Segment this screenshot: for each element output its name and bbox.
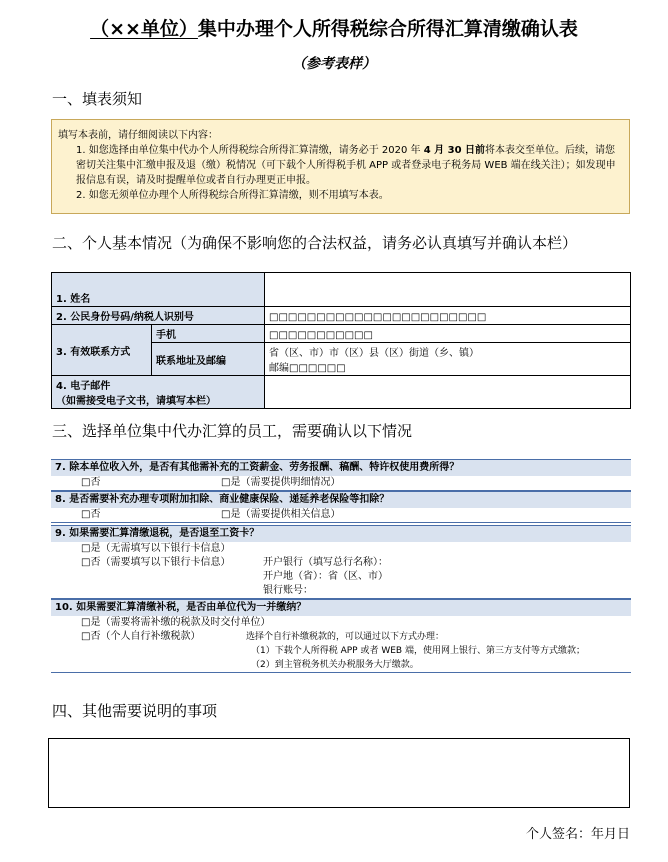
- personal-info-table: [51, 272, 631, 409]
- email-label: 4. 电子邮件 （如需接受电子文书，请填写本栏）: [52, 376, 265, 409]
- section3-heading: 三、选择单位集中代办汇算的员工，需要确认以下情况: [52, 422, 413, 440]
- notice-intro: 填写本表前，请仔细阅读以下内容：: [58, 130, 218, 141]
- title-unit: （××单位）: [90, 18, 198, 40]
- q9-account-field[interactable]: 银行账号：: [263, 585, 313, 596]
- q10-no-checkbox[interactable]: □否（个人自行补缴税款）: [81, 631, 201, 642]
- q8-yes-checkbox[interactable]: □是（需要提供相关信息）: [221, 509, 341, 520]
- name-label: 1. 姓名: [52, 273, 265, 307]
- q9-no-checkbox[interactable]: □否（需要填写以下银行卡信息）: [81, 557, 231, 568]
- section1-heading: 一、填表须知: [52, 90, 143, 108]
- address-field[interactable]: 省（区、市）市（区）县（区）街道（乡、镇） 邮编□□□□□□: [265, 343, 631, 376]
- q10-option-1: （1）下载个人所得税 APP 或者 WEB 端，使用网上银行、第三方支付等方式缴款；: [251, 646, 585, 656]
- question-8: 8. 是否需要补充办理专项附加扣除、商业健康保险、递延养老保险等扣除？ □否 □是（需要提供相关信息）: [51, 491, 631, 523]
- confirmation-grid: [51, 459, 631, 673]
- title-main: 集中办理个人所得税综合所得汇算清缴确认表: [197, 18, 578, 40]
- q8-no-checkbox[interactable]: □否: [81, 509, 101, 520]
- question-7: 7. 除本单位收入外，是否有其他需补充的工资薪金、劳务报酬、稿酬、特许权使用费所得？ □否 □是（需要提供明细情况）: [51, 459, 631, 491]
- q7-no-checkbox[interactable]: □否: [81, 477, 101, 488]
- section2-heading: 二、个人基本情况（为确保不影响您的合法权益，请务必认真填写并确认本栏）: [52, 234, 578, 252]
- contact-label: 3. 有效联系方式: [52, 325, 152, 376]
- signature-line: 个人签名：年月日: [525, 827, 630, 842]
- question-10: 10. 如果需要汇算清缴补税，是否由单位代为一并缴纳？ □是（需要将需补缴的税款及时交付单位） □否（个人自行补缴税款） 选择个自行补缴税款的，可以通过以下方式办理： （1）下载个人所得税 APP 或者 WEB 端，使用网上银行、第三方支付等方式缴款； （2）到主管税务机关办税服务大厅缴款。: [51, 599, 631, 673]
- question-9: 9. 如果需要汇算清缴退税，是否退至工资卡？ □是（无需填写以下银行卡信息） □否（需要填写以下银行卡信息） 开户银行（填写总行名称）： 开户地（省）：省（区、市） 银行账号：: [51, 525, 631, 599]
- notice-item-1: 1. 如您选择由单位集中代办个人所得税综合所得汇算清缴，请务必于 2020 年 4 月 30 日前将本表交至单位。后续，请您密切关注集中汇缴申报及退（缴）税情况（可下载个人所得税手机 APP 或者登录电子税务局 WEB 端在线关注）；如发现申报信息有误，请及时提醒单位或者自行办理更正申报。: [76, 145, 616, 186]
- address-label: 联系地址及邮编: [152, 343, 265, 376]
- notice-box: [51, 119, 630, 214]
- deadline: 4 月 30 日前: [423, 145, 486, 156]
- q10-option-2: （2）到主管税务机关办税服务大厅缴款。: [251, 660, 419, 670]
- q10-description: 选择个自行补缴税款的，可以通过以下方式办理：: [246, 632, 445, 642]
- q9-yes-checkbox[interactable]: □是（无需填写以下银行卡信息）: [81, 543, 231, 554]
- id-field[interactable]: □□□□□□□□□□□□□□□□□□□□□□□: [265, 307, 631, 325]
- q9-bank-field[interactable]: 开户银行（填写总行名称）：: [263, 557, 388, 568]
- other-notes-field[interactable]: [48, 738, 630, 808]
- form-subtitle: （参考表样）: [292, 56, 376, 72]
- notice-item-2: 2. 如您无须单位办理个人所得税综合所得汇算清缴，则不用填写本表。: [76, 190, 389, 201]
- section4-heading: 四、其他需要说明的事项: [52, 702, 218, 720]
- q9-place-field[interactable]: 开户地（省）：省（区、市）: [263, 571, 388, 582]
- phone-field[interactable]: □□□□□□□□□□□: [265, 325, 631, 343]
- id-label: 2. 公民身份号码/纳税人识别号: [52, 307, 265, 325]
- name-field[interactable]: [265, 273, 631, 307]
- q10-yes-checkbox[interactable]: □是（需要将需补缴的税款及时交付单位）: [81, 617, 271, 628]
- form-title: [0, 14, 668, 41]
- q7-yes-checkbox[interactable]: □是（需要提供明细情况）: [221, 477, 341, 488]
- email-field[interactable]: [265, 376, 631, 409]
- phone-label: 手机: [152, 325, 265, 343]
